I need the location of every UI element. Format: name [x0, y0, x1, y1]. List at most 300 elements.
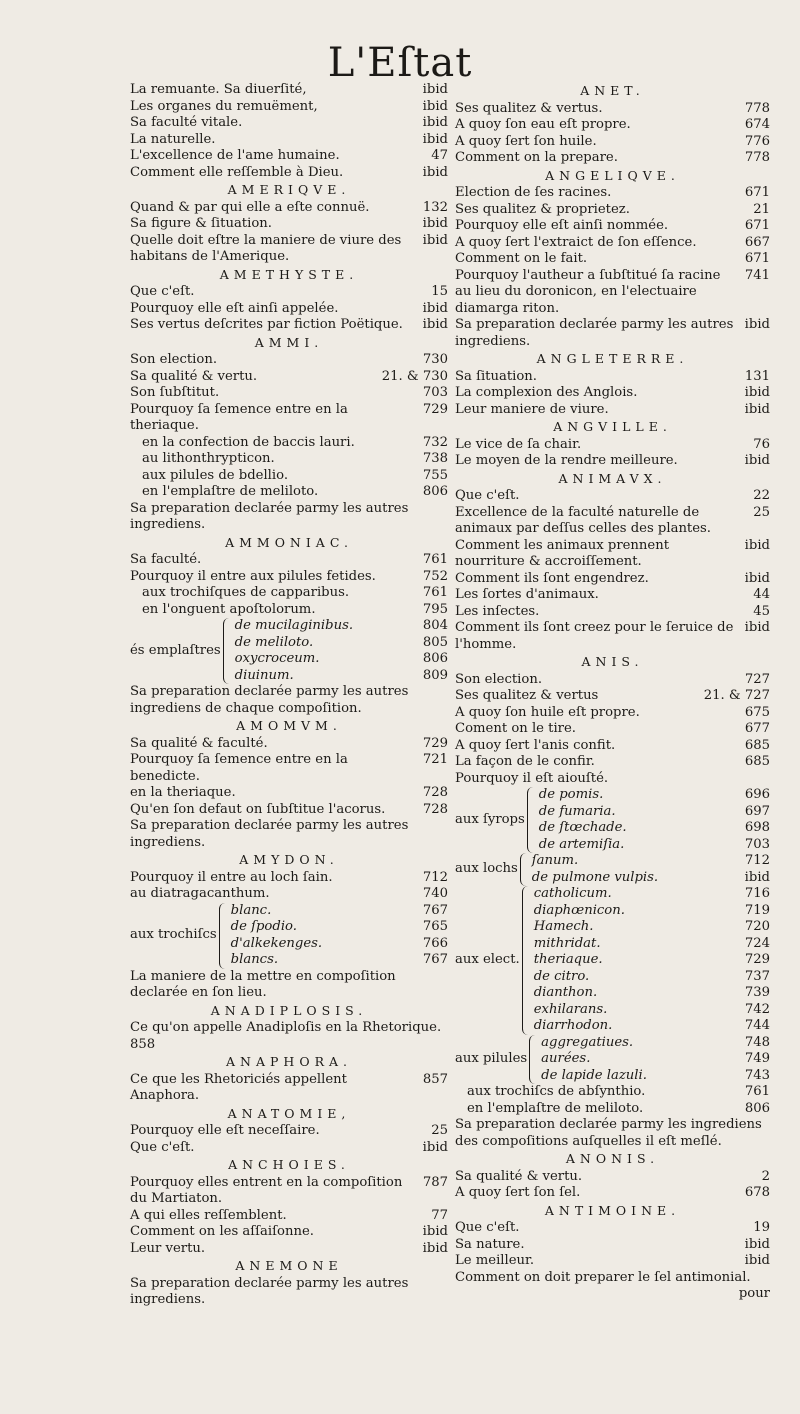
page-ref: ibid: [744, 869, 770, 885]
entry-text: Comment on la prepare.: [455, 150, 618, 165]
entry-text: en l'emplaſtre de meliloto.: [142, 484, 319, 499]
entry-text: Son ſubſtitut.: [130, 385, 220, 400]
entry-text: Sa preparation declarée parmy les autres ingrediens.: [130, 500, 409, 532]
page-ref: 809: [422, 667, 448, 683]
list-item: [130, 82, 448, 99]
heading-angelique: ANGELIQVE.: [545, 167, 680, 183]
brace-group: [455, 1035, 770, 1085]
entry-text: Sa qualité & faculté.: [130, 735, 268, 751]
entry-text: A quoy ſert l'anis confit.: [455, 737, 616, 753]
group-lo-items: [532, 853, 770, 886]
list-item: [455, 754, 770, 771]
page-ref: ibid: [422, 216, 448, 231]
list-item: [455, 538, 770, 571]
page-ref: 25: [753, 504, 770, 520]
brace-group: [455, 853, 770, 886]
list-item: [534, 886, 770, 903]
page-ref: 712: [744, 853, 770, 868]
entry-text: Le moyen de la rendre meilleure.: [455, 453, 678, 468]
entry-text: Que c'eſt.: [455, 1220, 520, 1235]
brace-icon: [522, 886, 531, 1035]
page-ref: 727: [744, 671, 770, 687]
page-ref: ibid: [422, 164, 448, 180]
page-ref: 766: [422, 935, 448, 951]
heading-amomum: AMOMVM.: [236, 718, 342, 733]
entry-text: Pourquoy l'autheur a ſubſtitué ſa racine au lieu du doronicon, en l'electuaire diamarga riton.: [455, 267, 721, 316]
list-item: [130, 552, 448, 569]
page-ref: 858: [130, 1036, 156, 1052]
list-item: [455, 185, 770, 202]
entry-text: La façon de le confir.: [455, 754, 595, 769]
page-ref: 795: [422, 601, 448, 617]
entry-text: Pourquoy elle eſt ainſi appelée.: [130, 300, 339, 316]
list-item: [130, 385, 448, 402]
page-ref: 15: [431, 284, 448, 299]
brace-icon: [223, 618, 232, 684]
page-ref: ibid: [422, 232, 448, 248]
list-item: [532, 870, 770, 887]
entry-text: Sa preparation declarée parmy les autres ingrediens.: [130, 1275, 409, 1307]
list-item: [455, 1169, 770, 1186]
list-rb: [455, 185, 770, 268]
list-d-indent: [130, 435, 448, 501]
list-item: [534, 936, 770, 953]
entry-text: A quoy ſert ſon ſel.: [455, 1185, 581, 1200]
entry-text: de ſtœchade.: [538, 820, 627, 835]
list-item: [455, 235, 770, 252]
entry-text: Pourquoy ſa ſemence entre en la benedicte.: [130, 752, 348, 784]
page-ref: ibid: [422, 317, 448, 332]
page-ref: 728: [422, 801, 448, 817]
entry-text: Comment ils ſont creez pour le ſeruice de l'homme.: [455, 620, 734, 652]
list-item: [539, 820, 770, 837]
list-item: [231, 936, 448, 953]
page-ref: ibid: [422, 115, 448, 130]
page-ref: 703: [422, 385, 448, 400]
page-ref: ibid: [744, 537, 770, 553]
page-ref: 805: [422, 634, 448, 650]
list-rf: [455, 672, 770, 788]
list-item: [130, 216, 448, 233]
brace-group: [130, 618, 448, 684]
entry-text: Comment les animaux prennent nourriture & accroiſſement.: [455, 537, 670, 569]
heading-ammoniac: AMMONIAC.: [225, 534, 353, 550]
list-item: [455, 268, 770, 318]
list-item: [130, 165, 448, 182]
entry-text: Pourquoy ſa ſemence entre en la theriaque.: [130, 401, 348, 433]
list-item: [130, 301, 448, 318]
list-item: [539, 837, 770, 854]
list-item: [455, 571, 770, 588]
list-item: [455, 1220, 770, 1237]
entry-text: diarrhodon.: [533, 1018, 613, 1033]
page-ref: 716: [744, 886, 770, 901]
list-rh: [455, 1169, 770, 1202]
entry-text: Sa qualité & vertu.: [130, 368, 258, 384]
page-ref: 755: [422, 467, 448, 483]
entry-text: Quelle doit eſtre la maniere de viure des habitans de l'Amerique.: [130, 232, 402, 264]
page-ref: ibid: [422, 300, 448, 316]
list-item: [235, 651, 448, 668]
page-ref: 719: [744, 902, 770, 918]
list-item: [455, 402, 770, 419]
list-item: [130, 752, 448, 785]
page-ref: ibid: [422, 82, 448, 97]
page-ref: ibid: [422, 1139, 448, 1155]
entry-text: Ses qualitez & proprietez.: [455, 201, 630, 217]
entry-text: Comment on le fait.: [455, 251, 588, 266]
entry-text: Ce que les Rhetoriciés appellent Anaphora.: [130, 1071, 347, 1103]
page-ref: ibid: [422, 131, 448, 147]
page-ref: 675: [744, 704, 770, 720]
brace-label: aux elect.: [455, 952, 520, 967]
entry-text: Hamech.: [533, 919, 594, 934]
list-item: [541, 1068, 770, 1085]
entry-text: Pourquoy il entre au loch ſain.: [130, 869, 333, 885]
page-ref: 131: [744, 368, 770, 384]
list-item: [534, 985, 770, 1002]
list-item: [231, 952, 448, 969]
page-ref: 787: [422, 1174, 448, 1190]
page-ref: 22: [753, 488, 770, 503]
page-ref: 729: [422, 401, 448, 417]
page-ref: ibid: [744, 620, 770, 635]
group-g-items: [231, 903, 448, 969]
page-ref: ibid: [744, 385, 770, 400]
entry-text: exhilarans.: [533, 1001, 608, 1017]
page-ref: 761: [422, 552, 448, 567]
entry-text: La complexion des Anglois.: [455, 385, 638, 400]
list-item: [455, 620, 770, 653]
list-rd: [455, 437, 770, 470]
page-ref: 752: [422, 568, 448, 584]
entry-text: Que c'eſt.: [455, 488, 520, 503]
heading-angleterre: ANGLETERRE.: [536, 351, 689, 366]
list-item: [130, 1072, 448, 1105]
page-ref: 45: [753, 603, 770, 619]
entry-text: dianthon.: [533, 985, 598, 1000]
entry-text: aux trochiſcs de abſynthio.: [467, 1084, 646, 1099]
heading-anchoies: ANCHOIES.: [228, 1157, 350, 1172]
entry-text: en l'emplaſtre de meliloto.: [467, 1100, 644, 1116]
list-j: [130, 1123, 448, 1156]
entry-text: Sa qualité & vertu.: [455, 1168, 583, 1184]
list-item: [455, 1237, 770, 1254]
entry-text: diaphœnicon.: [533, 902, 625, 918]
list-item: [130, 585, 448, 602]
page-ref: ibid: [422, 1224, 448, 1239]
entry-text: La maniere de la mettre en compoſition declarée en ſon lieu.: [130, 968, 396, 1000]
list-item: [455, 688, 770, 705]
list-item: [130, 402, 448, 435]
page-ref: 703: [744, 836, 770, 852]
entry-text: de citro.: [533, 968, 590, 984]
list-item: [455, 1185, 770, 1202]
list-item: [130, 99, 448, 116]
list-item: [130, 1123, 448, 1140]
list-item: [455, 1084, 770, 1101]
list-item: [231, 903, 448, 920]
page-ref: ibid: [422, 98, 448, 114]
page-ref: ibid: [744, 1253, 770, 1268]
page-ref: 677: [744, 721, 770, 736]
entry-text: Sa nature.: [455, 1236, 525, 1252]
page-ref: 729: [422, 735, 448, 751]
list-e: [130, 552, 448, 585]
brace-label: aux trochiſcs: [130, 927, 217, 943]
group-sy-items: [539, 787, 770, 853]
page-ref: 76: [753, 436, 770, 452]
page-ref: 724: [744, 935, 770, 951]
list-item: [455, 218, 770, 235]
page-ref: 671: [744, 185, 770, 200]
list-item: [130, 1224, 448, 1241]
left-column: [130, 82, 448, 1309]
list-item: [541, 1035, 770, 1052]
list-item: [455, 488, 770, 505]
list-item: [235, 635, 448, 652]
page-ref: ibid: [744, 317, 770, 332]
entry-text: A quoy ſert l'extraict de ſon eſſence.: [455, 234, 697, 250]
list-ri: [455, 1220, 770, 1270]
page-ref: 728: [422, 785, 448, 800]
page-ref: 671: [744, 218, 770, 233]
entry-text: Ses vertus deſcrites par fiction Poëtique.: [130, 317, 403, 332]
list-item: [534, 919, 770, 936]
page-ref: 2: [761, 1168, 770, 1184]
list-item: [130, 569, 448, 586]
list-item: [455, 604, 770, 621]
list-re: [455, 488, 770, 653]
entry-text: Sa faculté.: [130, 552, 202, 567]
page-ref: 721: [422, 752, 448, 767]
page-ref: 806: [422, 484, 448, 499]
page-ref: 667: [744, 234, 770, 250]
list-item: [455, 453, 770, 470]
list-item: [130, 352, 448, 369]
entry-text: de fumaria.: [538, 803, 616, 819]
list-b: [130, 200, 448, 266]
page-ref: 742: [744, 1001, 770, 1017]
entry-text: ſanum.: [531, 853, 579, 868]
page-ref: 21. & 727: [703, 688, 770, 703]
list-item: [130, 132, 448, 149]
entry-text: aux trochiſques de capparibus.: [142, 585, 350, 600]
heading-anet: ANET.: [580, 83, 645, 98]
entry-text: Qu'en ſon defaut on ſubſtitue l'acorus.: [130, 801, 386, 817]
page-ref: 804: [422, 618, 448, 633]
group-pi-items: [541, 1035, 770, 1085]
list-c: [130, 284, 448, 334]
page-ref: 743: [744, 1067, 770, 1083]
list-item: [130, 233, 448, 266]
catchword: pour: [738, 1286, 770, 1301]
page-ref: 741: [744, 267, 770, 283]
heading-ammi: AMMI.: [254, 334, 324, 350]
page-ref: 729: [744, 952, 770, 967]
page-ref: ibid: [744, 1236, 770, 1252]
list-item: [130, 1241, 448, 1258]
list-item: [455, 672, 770, 689]
page-ref: 778: [744, 150, 770, 165]
entry-text: Ses qualitez & vertus: [455, 688, 599, 703]
list-item: [455, 251, 770, 268]
list-item: [130, 1208, 448, 1225]
brace-group: [130, 903, 448, 969]
entry-text: au lithonthrypticon.: [142, 451, 275, 466]
entry-text: aggregatiues.: [541, 1034, 634, 1050]
page-ref: 857: [422, 1071, 448, 1087]
page-ref: 21: [753, 201, 770, 217]
page-ref: 678: [744, 1185, 770, 1200]
page-ref: 132: [422, 199, 448, 215]
page-ref: 720: [744, 919, 770, 934]
list-item: [455, 317, 770, 350]
entry-text: en la confection de baccis lauri.: [142, 434, 355, 450]
entry-text: Sa preparation declarée parmy les autres ingrediens.: [455, 317, 734, 349]
entry-text: L'excellence de l'ame humaine.: [130, 148, 340, 163]
list-item: [130, 284, 448, 301]
list-item: [130, 886, 448, 903]
entry-text: de artemiſia.: [538, 836, 625, 852]
entry-text: Ce qu'on appelle Anadiploſis en la Rhetorique.: [130, 1020, 442, 1035]
entry-text: Leur vertu.: [130, 1240, 206, 1256]
heading-animaux: ANIMAVX.: [558, 470, 667, 486]
page-ref: 749: [744, 1051, 770, 1066]
page-ref: 765: [422, 919, 448, 934]
list-item: [534, 952, 770, 969]
page-ref: 761: [744, 1084, 770, 1099]
list-item: [130, 451, 448, 468]
brace-label: aux ſyrops: [455, 811, 525, 827]
list-item: [130, 785, 448, 802]
page-ref: 44: [753, 587, 770, 602]
list-item: [539, 804, 770, 821]
entry-text: blancs.: [230, 952, 279, 967]
brace-icon: [520, 853, 529, 886]
page-ref: 674: [744, 117, 770, 132]
page-ref: 778: [744, 100, 770, 116]
page-ref: 748: [744, 1034, 770, 1050]
list-item: [455, 721, 770, 738]
list-item: [130, 802, 448, 819]
list-item: [130, 200, 448, 217]
entry-text: A quoy ſon eau eſt propre.: [455, 117, 631, 132]
entry-text: en la theriaque.: [130, 785, 236, 800]
list-item: [455, 1101, 770, 1118]
list-item: [235, 618, 448, 635]
entry-text: Pourquoy il entre aux pilules fetides.: [130, 568, 376, 584]
list-item: [130, 870, 448, 887]
brace-label: aux lochs: [455, 861, 518, 877]
list-g: [130, 870, 448, 903]
brace-icon: [527, 787, 536, 853]
entry-text: La remuante. Sa diuerſité,: [130, 82, 307, 97]
page-ref: ibid: [744, 570, 770, 586]
entry-text: de pomis.: [538, 787, 604, 802]
list-item: [130, 484, 448, 501]
list-item: [231, 919, 448, 936]
running-header: L'Eſtat: [327, 40, 473, 86]
list-d: [130, 352, 448, 435]
page-ref: 740: [422, 886, 448, 901]
page-ref: 761: [422, 585, 448, 600]
entry-text: aux pilules de bdellio.: [142, 467, 289, 483]
entry-text: aurées.: [541, 1051, 591, 1066]
list-item: [455, 587, 770, 604]
list-item: [130, 602, 448, 619]
page-ref: 767: [422, 952, 448, 967]
list-item: [455, 705, 770, 722]
list-item: [455, 505, 770, 538]
heading-anonis: ANONIS.: [565, 1151, 660, 1166]
list-item: [455, 101, 770, 118]
entry-text: Pourquoy elle eſt ainſi nommée.: [455, 218, 669, 233]
page-ref: 806: [744, 1100, 770, 1116]
entry-text: Le meilleur.: [455, 1253, 535, 1268]
list-item: [539, 787, 770, 804]
entry-text: Sa ſituation.: [455, 368, 537, 384]
list-item: [455, 385, 770, 402]
page-ref: 712: [422, 869, 448, 885]
list-item: [541, 1051, 770, 1068]
list-item: [455, 134, 770, 151]
page-ref: 25: [431, 1123, 448, 1138]
brace-label: és emplaſtres: [130, 642, 221, 658]
entry-text: Pourquoy il eſt aiouſté.: [455, 770, 609, 786]
brace-group: [455, 886, 770, 1035]
page-ref: ibid: [744, 453, 770, 468]
brace-group: [455, 787, 770, 853]
list-a: [130, 82, 448, 181]
heading-anadiplosis: ANADIPLOSIS.: [210, 1002, 368, 1018]
entry-text: Comment on doit preparer le ſel antimonial.: [455, 1269, 751, 1285]
entry-text: Pourquoy elle eſt neceſſaire.: [130, 1123, 320, 1138]
list-item: [130, 435, 448, 452]
group-el-items: [534, 886, 770, 1035]
heading-anaphora: ANAPHORA.: [226, 1054, 352, 1069]
entry-text: Comment on les aſſaiſonne.: [130, 1224, 314, 1239]
entry-text: Election de ſes racines.: [455, 185, 612, 200]
entry-text: en l'onguent apoſtolorum.: [142, 601, 316, 617]
entry-text: Coment on le tire.: [455, 721, 576, 736]
heading-anis: ANIS.: [581, 654, 644, 669]
entry-text: oxycroceum.: [234, 651, 320, 666]
brace-icon: [219, 903, 228, 969]
list-e-indent: [130, 585, 448, 618]
entry-text: de lapide lazuli.: [541, 1067, 647, 1083]
list-item: [455, 117, 770, 134]
list-item: [130, 115, 448, 132]
page-ref: 776: [744, 133, 770, 149]
page-ref: 744: [744, 1018, 770, 1033]
list-rg-after: [455, 1084, 770, 1117]
list-item: [534, 1018, 770, 1035]
right-column: [455, 82, 770, 1303]
page-ref: 77: [431, 1207, 448, 1223]
page-ref: 671: [744, 251, 770, 266]
entry-text: Son election.: [130, 352, 218, 367]
entry-text: Sa preparation declarée parmy les ingrediens des compoſitions auſquelles il eſt meſlé.: [455, 1117, 762, 1149]
page-ref: 739: [744, 985, 770, 1000]
entry-text: diuinum.: [234, 667, 294, 683]
heading-anguille: ANGVILLE.: [553, 419, 672, 434]
entry-text: La naturelle.: [130, 131, 216, 147]
list-item: [130, 148, 448, 165]
entry-text: Pourquoy elles entrent en la compoſition du Martiaton.: [130, 1174, 403, 1206]
entry-text: Les organes du remuëment,: [130, 98, 318, 114]
list-ra: [455, 101, 770, 167]
